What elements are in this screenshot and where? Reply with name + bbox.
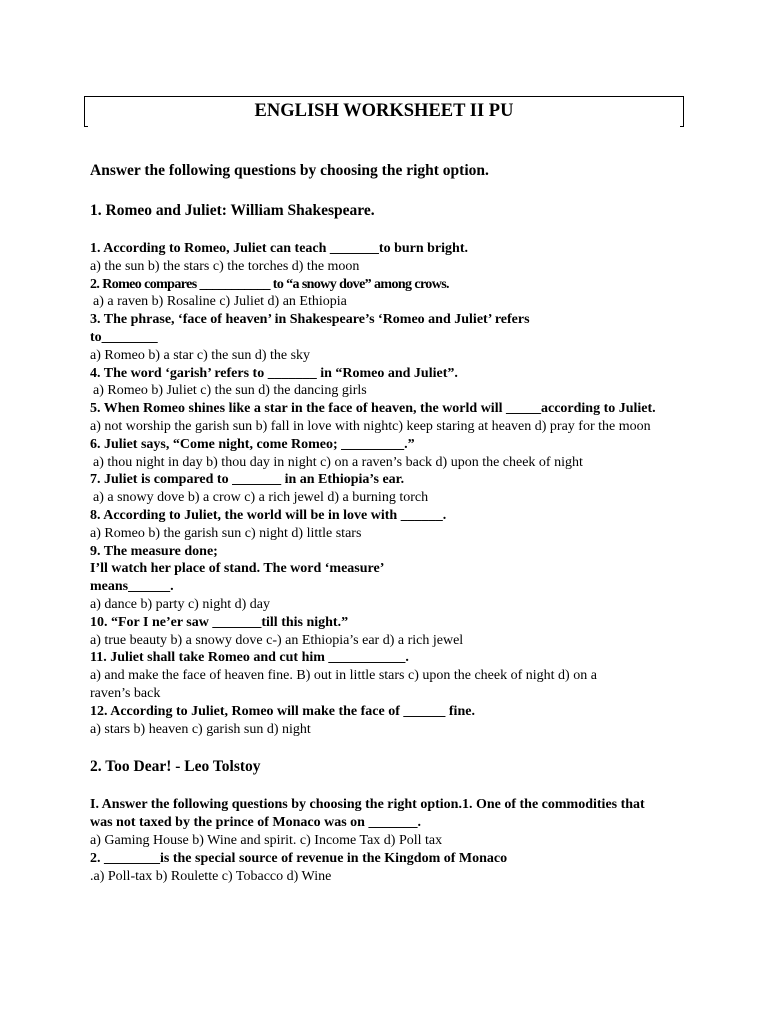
instruction: Answer the following questions by choosing the right option.: [90, 162, 489, 179]
question-9-line-3: means______.: [90, 579, 174, 595]
question-2-2: 2. ________is the special source of revenue in the Kingdom of Monaco: [90, 850, 508, 866]
title-box: [84, 96, 684, 125]
options-2-1: a) Gaming House b) Wine and spirit. c) Income Tax d) Poll tax: [90, 832, 443, 848]
section-1-heading: 1. Romeo and Juliet: William Shakespeare.: [90, 202, 375, 219]
options-10: a) true beauty b) a snowy dove c-) an Ethiopia’s ear d) a rich jewel: [90, 632, 464, 648]
options-4: a) Romeo b) Juliet c) the sun d) the dancing girls: [93, 383, 367, 399]
options-11: a) and make the face of heaven fine. B) out in little stars c) upon the cheek of night d) on a raven’s back: [90, 668, 597, 701]
question-2-1: I. Answer the following questions by choosing the right option.1. One of the commodities that was not taxed by the prince of Monaco was on _______.: [90, 797, 645, 831]
question-8: 8. According to Juliet, the world will be in love with ______.: [90, 507, 447, 523]
section-gap: [90, 738, 670, 756]
options-9: a) dance b) party c) night d) day: [90, 596, 270, 612]
options-5: a) not worship the garish sun b) fall in love with nightc) keep staring at heaven d) pray for the moon: [90, 418, 651, 434]
question-11: 11. Juliet shall take Romeo and cut him ___________.: [90, 650, 409, 666]
options-6: a) thou night in day b) thou day in night c) on a raven’s back d) upon the cheek of night: [93, 454, 583, 470]
question-7: 7. Juliet is compared to _______ in an Ethiopia’s ear.: [90, 472, 405, 488]
question-12: 12. According to Juliet, Romeo will make the face of ______ fine.: [90, 703, 475, 719]
section-1-questions: [90, 240, 670, 738]
worksheet-title: ENGLISH WORKSHEET II PU: [254, 101, 514, 121]
options-2-2: .a) Poll-tax b) Roulette c) Tobacco d) Wine: [90, 868, 332, 884]
question-6: 6. Juliet says, “Come night, come Romeo; _________.”: [90, 436, 415, 452]
title-box-tick-right: [680, 126, 684, 127]
question-5: 5. When Romeo shines like a star in the face of heaven, the world will _____according to Juliet.: [90, 401, 656, 417]
options-1: a) the sun b) the stars c) the torches d) the moon: [90, 258, 360, 274]
worksheet-content: [90, 160, 670, 885]
section-2-heading: 2. Too Dear! - Leo Tolstoy: [90, 758, 261, 776]
question-1: 1. According to Romeo, Juliet can teach _______to burn bright.: [90, 241, 468, 256]
question-10: 10. “For I ne’er saw _______till this night.”: [90, 614, 349, 630]
section-2-questions: [90, 796, 670, 885]
options-7: a) a snowy dove b) a crow c) a rich jewel d) a burning torch: [93, 490, 429, 506]
question-4: 4. The word ‘garish’ refers to _______ in “Romeo and Juliet”.: [90, 365, 458, 381]
title-box-tick-left: [84, 126, 88, 127]
question-9: 9. The measure done;: [90, 543, 218, 559]
question-9-line-2: I’ll watch her place of stand. The word ‘measure’: [90, 561, 385, 577]
options-2: a) a raven b) Rosaline c) Juliet d) an Ethiopia: [93, 294, 347, 310]
options-12: a) stars b) heaven c) garish sun d) night: [90, 721, 311, 737]
question-2: 2. Romeo compares ___________ to “a snowy dove” among crows.: [90, 276, 449, 292]
options-3: a) Romeo b) a star c) the sun d) the sky: [90, 347, 311, 363]
question-3: 3. The phrase, ‘face of heaven’ in Shakespeare’s ‘Romeo and Juliet’ refers to________: [90, 312, 530, 345]
options-8: a) Romeo b) the garish sun c) night d) little stars: [90, 525, 362, 541]
